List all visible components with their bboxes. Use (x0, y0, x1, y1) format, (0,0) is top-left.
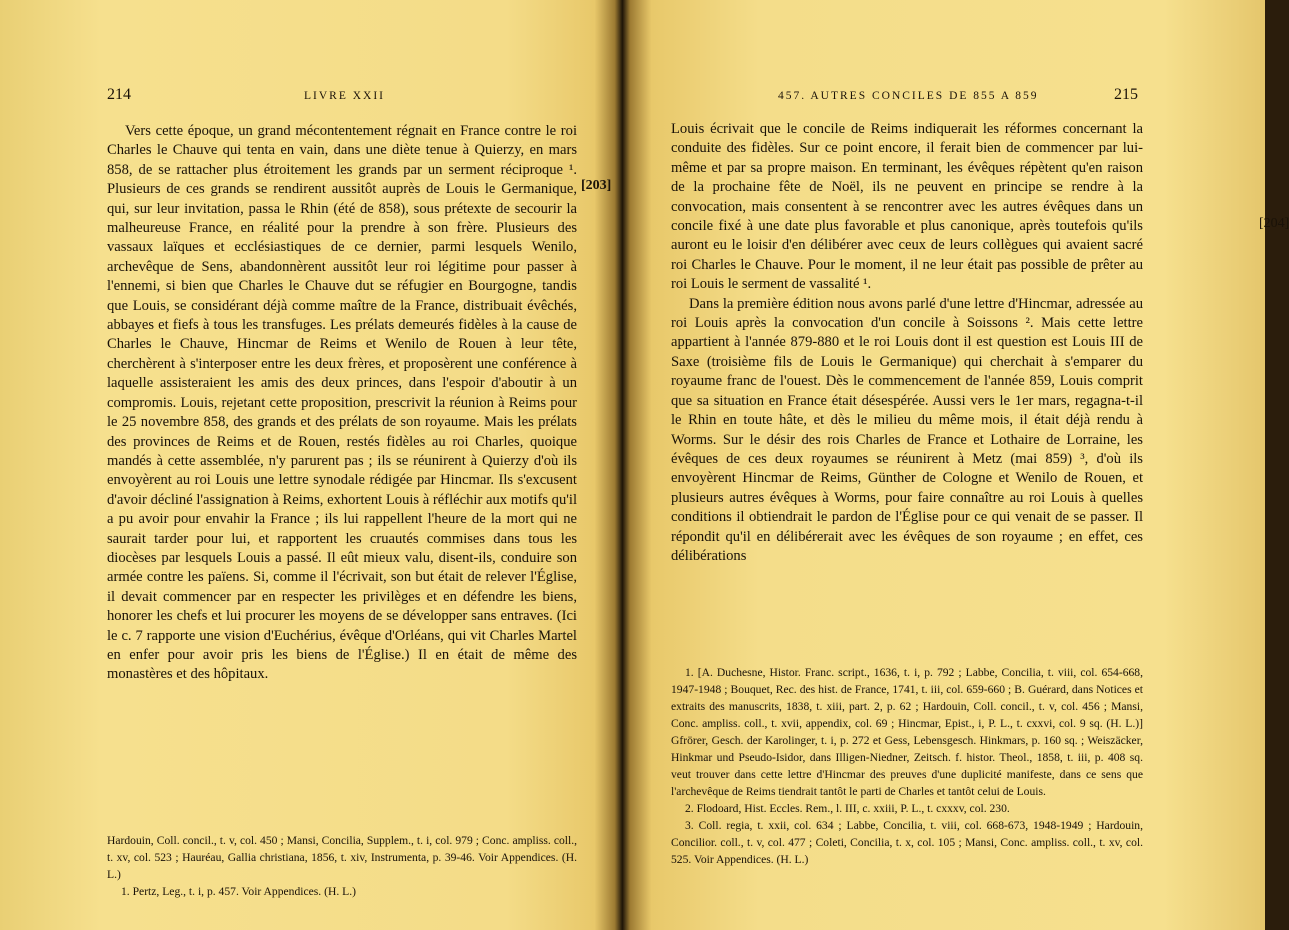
running-head: 457. AUTRES CONCILES DE 855 A 859 (778, 90, 1039, 102)
footnote: 1. [A. Duchesne, Histor. Franc. script., 1636, t. i, p. 792 ; Labbe, Concilia, t. viii, col. 654-668, 1947-1948 ; Bouquet, Rec. des hist. de France, 1741, t. iii, col. 659-660 ; B. Guérard, dans Notices et extraits des manuscrits, 1838, t. xiii, part. 2, p. 62 ; Hardouin, Coll. concil., t. v, col. 456 ; Mansi, Conc. ampliss. coll., t. xvii, appendix, col. 69 ; Hincmar, Epist., i, P. L., t. cxxvi, col. 9 sq. (H. L.)] Gfrörer, Gesch. der Karolinger, t. i, p. 272 et Gess, Lebensgesch. Hinkmars, p. 160 sq. ; Weiszäcker, Hinkmar und Pseudo-Isidor, dans Illigen-Niedner, Zeitsch. f. histor. Theol., 1858, t. iii, p. 408 sq. veut trouver dans cette lettre d'Hincmar des preuves d'une duplicité manifeste, dans ce sens que l'archevêque de Reims tiendrait tantôt le parti de Charles et tantôt celui de Louis. (671, 666, 1143, 798)
footnote: 1. Pertz, Leg., t. i, p. 457. Voir Appendices. (H. L.) (121, 885, 356, 898)
footnote: Hardouin, Coll. concil., t. v, col. 450 ; Mansi, Concilia, Supplem., t. i, col. 979 ; Conc. ampliss. coll., t. xv, col. 523 ; Hauréau, Gallia christiana, 1856, t. xiv, Instrumenta, p. 39-46. Voir Appendices. (H. L.) (107, 834, 577, 881)
footnote: 3. Coll. regia, t. xxii, col. 634 ; Labbe, Concilia, t. viii, col. 668-673, 1948-1949 ; Hardouin, Concilior. coll., t. v, col. 477 ; Coleti, Concilia, t. x, col. 105 ; Mansi, Conc. ampliss. coll., t. xv, col. 525. Voir Appendices. (H. L.) (671, 819, 1143, 866)
footnote: 2. Flodoard, Hist. Eccles. Rem., l. III, c. xxiii, P. L., t. cxxxv, col. 230. (685, 802, 1010, 815)
right-page (628, 0, 1289, 930)
body-text (107, 122, 577, 685)
paragraph: Vers cette époque, un grand mécontentement régnait en France contre le roi Charles le Chauve qui tenta en vain, dans une diète tenue à Quierzy, en mars 858, de se rattacher plus étroitement les grands par un serment réciproque ¹. Plusieurs de ces grands se rendirent aussitôt auprès de Louis le Germanique, qui, sur leur invitation, passa le Rhin (été de 858), sous prétexte de secourir la malheureuse France, en réalité pour la prendre à son frère. Plusieurs des vassaux laïques et ecclésiastiques de ce dernier, parmi lesquels Wenilo, archevêque de Sens, abandonnèrent aussitôt leur roi légitime pour passer à l'ennemi, si bien que Charles le Chauve dut se réfugier en Bourgogne, tandis que Louis, se considérant déjà comme maître de la France, distribuait évêchés, abbayes et fiefs à tous les transfuges. Les prélats demeurés fidèles à la cause de Charles le Chauve, Hincmar de Reims et Wenilo de Rouen à leur tête, cherchèrent à s'interposer entre les deux frères, et proposèrent une conférence à laquelle assisteraient les amis des deux princes, dans l'espoir d'aboutir à un compromis. Louis, rejetant cette proposition, prescrivit la réunion à Reims pour le 25 novembre 858, des grands et des prélats de son royaume. Mais les prélats des provinces de Reims et de Rouen, restés fidèles au roi Charles, quoique mandés à cette assemblée, n'y parurent pas ; ils se réunirent à Quierzy d'où ils envoyèrent au roi Louis une lettre synodale rédigée par Hincmar. Ils s'excusent d'avoir décliné l'assignation à Reims, exhortent Louis à réfléchir aux motifs qu'il a pu avoir pour envahir la France ; ils lui rappellent l'heure de la mort qui ne saurait tarder pour lui, et rapportent les cruautés commises dans tous les diocèses par lesquels Louis a passé. Il eût mieux valu, disent-ils, conduire son armée contre les païens. Si, comme il l'écrivait, son but était de relever l'Église, il devait commencer par en respecter les privilèges et en défendre les biens, honorer les chefs et lui procurer les moyens de se développer sans entraves. (Ici le c. 7 rapporte une vision d'Euchérius, évêque d'Orléans, qui vit Charles Martel en enfer pour avoir pris les biens de l'Église.) Il en était de même des monastères et des hôpitaux. (107, 123, 577, 683)
body-text (671, 120, 1143, 566)
left-page (0, 0, 612, 930)
page-number: 215 (1114, 86, 1138, 103)
margin-reference: [203] (581, 178, 612, 193)
page-number: 214 (107, 86, 131, 103)
footnotes (671, 664, 1143, 868)
paragraph: Dans la première édition nous avons parlé d'une lettre d'Hincmar, adressée au roi Louis après la convocation d'un concile à Soissons ². Mais cette lettre appartient à l'année 879-880 et le roi Louis dont il est question est Louis III de Saxe (troisième fils de Louis le Germanique) qui cherchait à s'emparer du royaume franc de l'ouest. Dès le commencement de l'année 859, Louis comprit que sa situation en France était désespérée. Aussi vers le 1er mars, regagna-t-il le Rhin en toute hâte, et dès le milieu du même mois, il était déjà rendu à Worms. Sur le désir des rois Charles de France et Lothaire de Lorraine, les évêques de ces deux royaumes se réunirent à Metz (mai 859) ³, d'où ils envoyèrent Hincmar de Reims, Günther de Cologne et Wenilo de Rouen, et plusieurs autres évêques à Worms, pour faire connaître au roi Louis à quelles conditions il obtiendrait le pardon de l'Église pour ce qui venait de se passer. Il répondit qu'il en délibérerait avec les évêques de son royaume ; en effet, ces délibérations (671, 295, 1143, 564)
running-head: LIVRE XXII (304, 90, 385, 102)
paragraph: Louis écrivait que le concile de Reims indiquerait les réformes concernant la conduite des fidèles. Sur ce point encore, il ferait bien de commencer par lui-même et par sa propre maison. En terminant, les évêques répètent qu'en raison de la prochaine fête de Noël, ils ne peuvent en principe se rendre à la convocation, mais consentent à se rencontrer avec les autres évêques dans un concile fixé à une date plus favorable et plus canonique, après toutefois qu'ils auront eu le loisir d'en délibérer avec ceux de leurs collègues qui avaient sacré roi Charles le Chauve. Pour le moment, il ne leur était pas possible de prêter au roi Louis le serment de vassalité ¹. (671, 121, 1143, 293)
footnotes (107, 832, 577, 900)
margin-reference: [204] (1259, 216, 1289, 231)
